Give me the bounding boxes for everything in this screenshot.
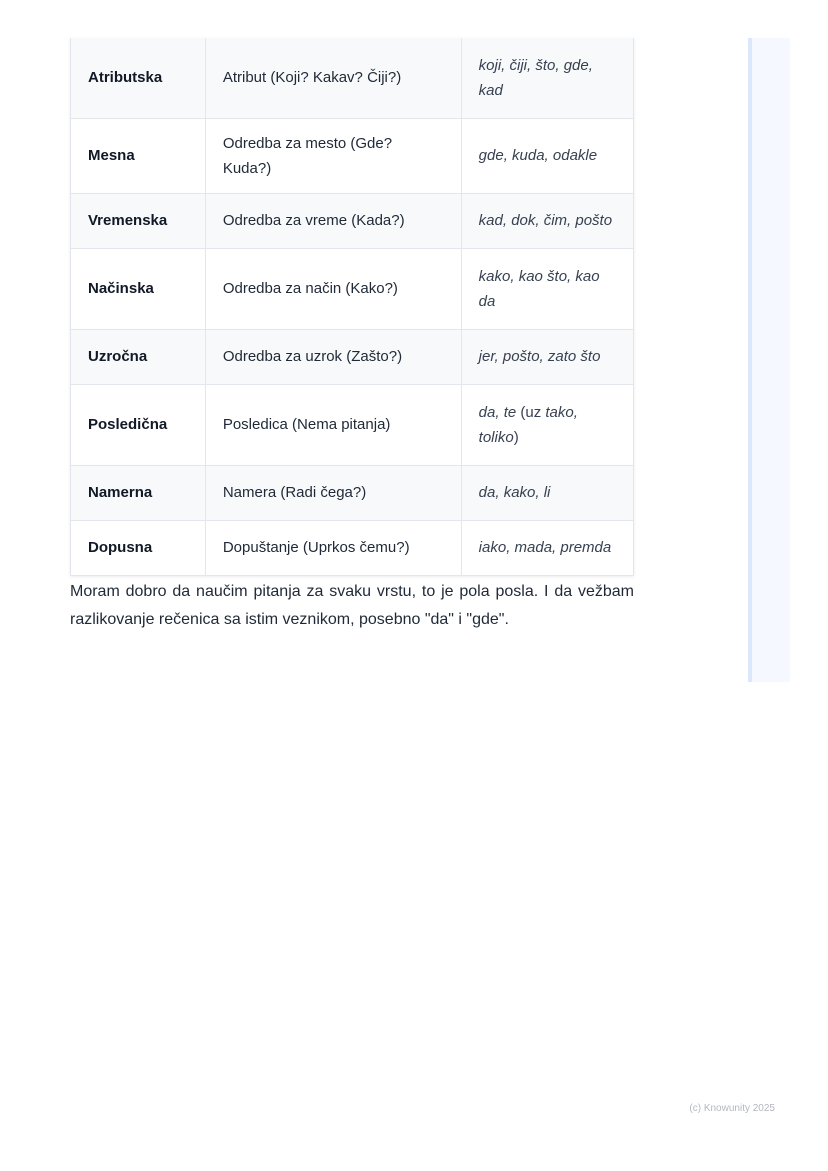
- clause-function: Posledica (Nema pitanja): [205, 384, 461, 465]
- clause-conjunctions: kako, kao što, kao da: [461, 248, 633, 329]
- clause-name: Mesna: [71, 118, 206, 193]
- clause-name: Uzročna: [71, 329, 206, 384]
- clause-function: Dopuštanje (Uprkos čemu?): [205, 520, 461, 575]
- table-row: [71, 329, 634, 384]
- table-row: [71, 118, 634, 193]
- clause-name: Atributska: [71, 38, 206, 118]
- table-row: [71, 248, 634, 329]
- table-row: [71, 465, 634, 520]
- clause-conjunctions: iako, mada, premda: [461, 520, 633, 575]
- clause-conjunctions: koji, čiji, što, gde, kad: [461, 38, 633, 118]
- sidebar-panel: [748, 38, 790, 682]
- table-row: [71, 384, 634, 465]
- conj-italic: da, te: [478, 403, 517, 421]
- conj-plain: ): [513, 428, 519, 446]
- clause-function: Namera (Radi čega?): [205, 465, 461, 520]
- clause-name: Vremenska: [71, 193, 206, 248]
- clause-function: Odredba za vreme (Kada?): [205, 193, 461, 248]
- clause-function: Odredba za uzrok (Zašto?): [205, 329, 461, 384]
- conj-plain: (uz: [516, 403, 546, 421]
- table-row: [71, 520, 634, 575]
- clause-function: Odredba za mesto (Gde? Kuda?): [205, 118, 461, 193]
- clause-conjunctions: gde, kuda, odakle: [461, 118, 633, 193]
- study-note: Moram dobro da naučim pitanja za svaku vrstu, to je pola posla. I da vežbam razlikovanje rečenica sa istim veznikom, posebno "da" i "gde".: [70, 583, 634, 628]
- clause-function: Odredba za način (Kako?): [205, 248, 461, 329]
- clause-conjunctions: kad, dok, čim, pošto: [461, 193, 633, 248]
- clause-conjunctions: jer, pošto, zato što: [461, 329, 633, 384]
- clause-types-table: [70, 38, 634, 576]
- clause-conjunctions: [461, 384, 633, 465]
- copyright-footer: (c) Knowunity 2025: [689, 1103, 775, 1114]
- conj-italic: tako, toliko: [478, 403, 578, 446]
- clause-name: Namerna: [71, 465, 206, 520]
- table-row: [71, 193, 634, 248]
- clause-name: Načinska: [71, 248, 206, 329]
- clause-name: Posledična: [71, 384, 206, 465]
- clause-function: Atribut (Koji? Kakav? Čiji?): [205, 38, 461, 118]
- clause-conjunctions: da, kako, li: [461, 465, 633, 520]
- table-row: [71, 38, 634, 118]
- clause-name: Dopusna: [71, 520, 206, 575]
